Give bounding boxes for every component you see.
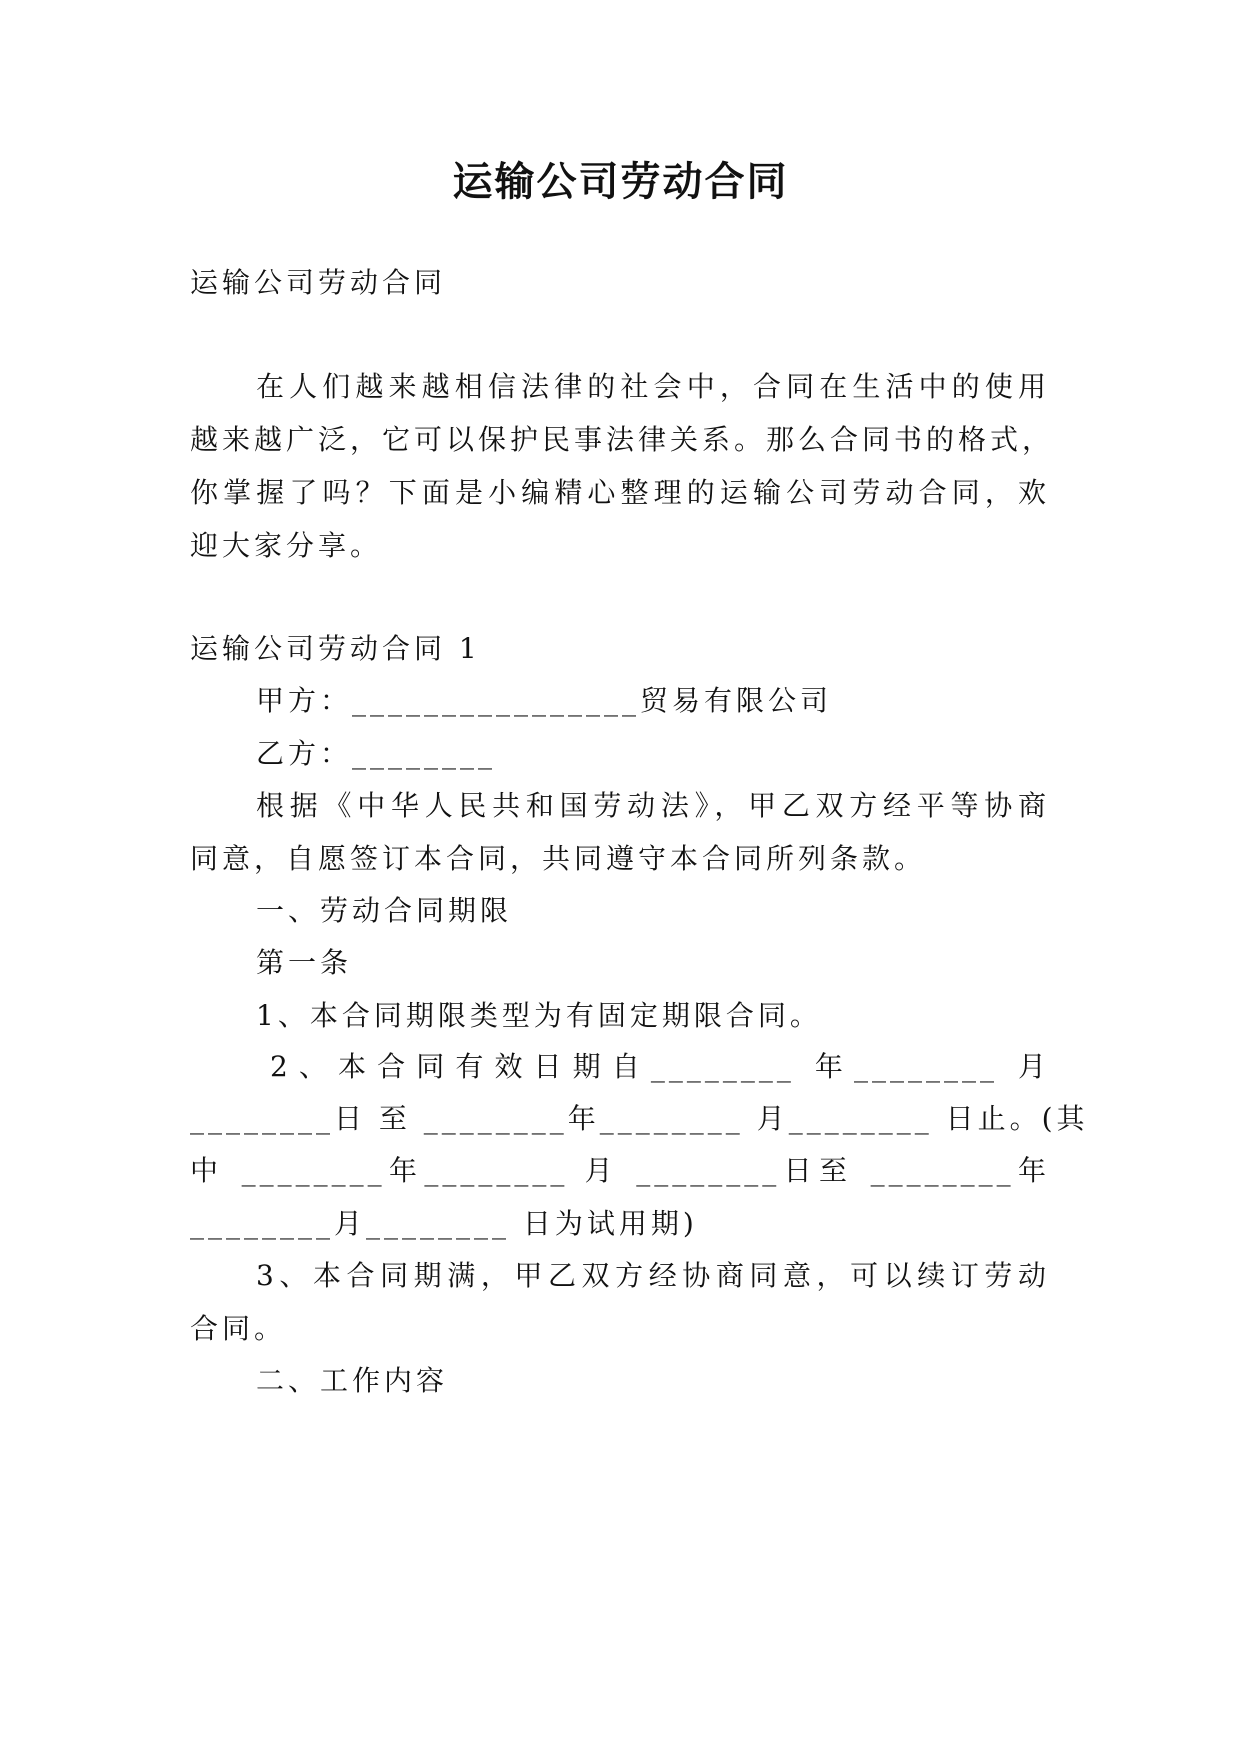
party-a: 甲方：________________贸易有限公司 bbox=[256, 684, 833, 717]
clause-2-line: 中 ________年________ 月 ________日至 ________年 bbox=[190, 1154, 1050, 1187]
basis-line: 根据《中华人民共和国劳动法》，甲乙双方经平等协商 bbox=[256, 789, 1050, 822]
section-title: 运输公司劳动合同 1 bbox=[190, 632, 481, 665]
document-title: 运输公司劳动合同 bbox=[452, 158, 789, 205]
clause-3-line: 合同。 bbox=[190, 1312, 287, 1345]
intro-line: 越来越广泛，它可以保护民事法律关系。那么合同书的格式， bbox=[190, 423, 1055, 456]
article-heading: 第一条 bbox=[256, 946, 353, 979]
clause-1: 1、本合同期限类型为有固定期限合同。 bbox=[256, 999, 822, 1032]
basis-line: 同意，自愿签订本合同，共同遵守本合同所列条款。 bbox=[190, 842, 927, 875]
heading-work-content: 二、工作内容 bbox=[256, 1364, 449, 1397]
intro-line: 在人们越来越相信法律的社会中，合同在生活中的使用 bbox=[256, 370, 1050, 403]
clause-2-line: ________月________ 日为试用期) bbox=[190, 1207, 698, 1240]
intro-line: 迎大家分享。 bbox=[190, 529, 383, 562]
party-b: 乙方：________ bbox=[256, 737, 497, 770]
clause-3-line: 3、本合同期满，甲乙双方经协商同意，可以续订劳动 bbox=[256, 1259, 1050, 1292]
clause-2-line: ________日 至 ________年________ 月________ 日止。(其 bbox=[190, 1102, 1089, 1135]
clause-2-line: 2、本合同有效日期自________ 年________ 月 bbox=[270, 1050, 1050, 1083]
intro-line: 你掌握了吗？下面是小编精心整理的运输公司劳动合同，欢 bbox=[190, 476, 1050, 509]
document-subtitle: 运输公司劳动合同 bbox=[190, 266, 447, 299]
heading-contract-term: 一、劳动合同期限 bbox=[256, 894, 513, 927]
